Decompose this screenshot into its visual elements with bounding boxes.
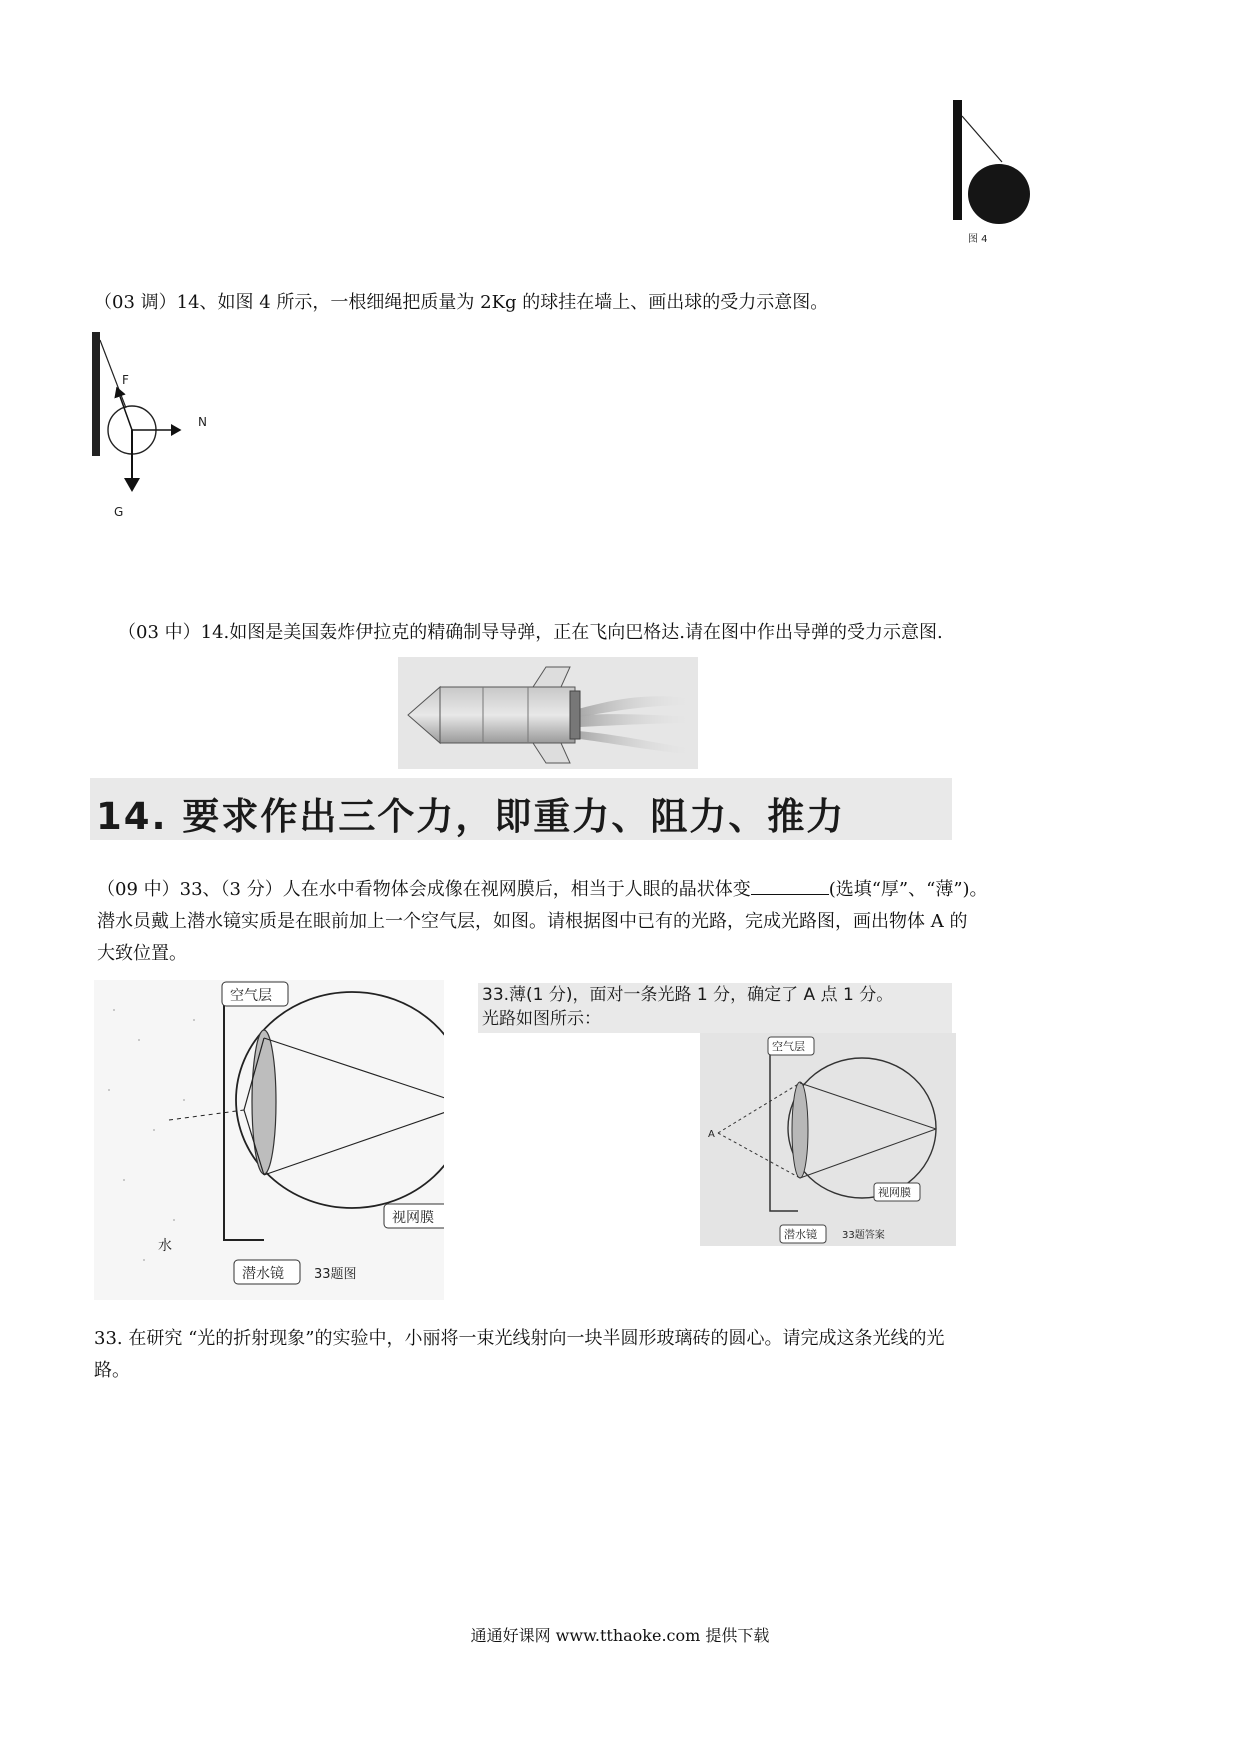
label-retina: 视网膜 [392, 1210, 434, 1226]
answer-14-text: 14. 要求作出三个力，即重力、阻力、推力 [96, 795, 846, 838]
label-air-layer: 空气层 [772, 1040, 805, 1053]
figure-caption: 33题答案 [842, 1230, 885, 1241]
eye-lens [252, 1030, 276, 1174]
label-air-layer: 空气层 [230, 988, 272, 1004]
question-3-text [97, 874, 1157, 970]
figure-caption: 33题图 [314, 1267, 357, 1282]
question-1-text: （03 调）14、如图 4 所示，一根细绳把质量为 2Kg 的球挂在墙上、画出球的受力示意图。 [94, 292, 829, 313]
label-goggles: 潜水镜 [242, 1266, 284, 1282]
label-water: 水 [158, 1238, 172, 1254]
wall [92, 332, 100, 456]
rope [962, 116, 1002, 162]
figure-caption: 图 4 [968, 234, 988, 245]
ball [968, 164, 1030, 224]
question-3-line-1: （09 中）33、（3 分）人在水中看物体会成像在视网膜后，相当于人眼的晶状体变 (选填“厚”、“薄”)。 [97, 874, 1157, 906]
diving-eye-figure [94, 980, 444, 1300]
answer-14-banner [90, 778, 952, 840]
answer-33-header [478, 983, 952, 1033]
answer-33-line-1: 33.薄(1 分)，面对一条光路 1 分，确定了 A 点 1 分。 [482, 985, 894, 1005]
question-4-line-1: 33. 在研究 “光的折射现象”的实验中，小丽将一束光线射向一块半圆形玻璃砖的圆心。请完成这条光线的光 [94, 1328, 945, 1349]
answer-33-line-2: 光路如图所示： [482, 1009, 601, 1029]
question-2-text: （03 中）14.如图是美国轰炸伊拉克的精确制导导弹，正在飞向巴格达.请在图中作出导弹的受力示意图. [118, 622, 943, 643]
missile-nozzle [570, 691, 580, 739]
question-4-line-2: 路。 [94, 1360, 130, 1381]
force-diagram-ball [90, 330, 220, 530]
question-3-line-2: 潜水员戴上潜水镜实质是在眼前加上一个空气层，如图。请根据图中已有的光路，完成光路图，画出物体 A 的 [97, 911, 968, 932]
ball-on-wall-figure [940, 96, 1040, 246]
missile-body [440, 687, 575, 743]
wall [953, 100, 962, 220]
label-retina: 视网膜 [878, 1186, 911, 1199]
question-4-text [94, 1323, 1154, 1387]
label-goggles: 潜水镜 [784, 1228, 817, 1241]
point-A: A [708, 1129, 715, 1140]
label-G: G [114, 505, 124, 519]
answer-eye-figure [700, 1033, 956, 1246]
question-3-line-3: 大致位置。 [97, 943, 187, 964]
label-F: F [122, 373, 129, 387]
label-N: N [198, 415, 207, 429]
page-footer: 通通好课网 www.tthaoke.com 提供下载 [470, 1626, 770, 1645]
missile-figure [398, 657, 698, 769]
answer-blank [751, 876, 829, 895]
